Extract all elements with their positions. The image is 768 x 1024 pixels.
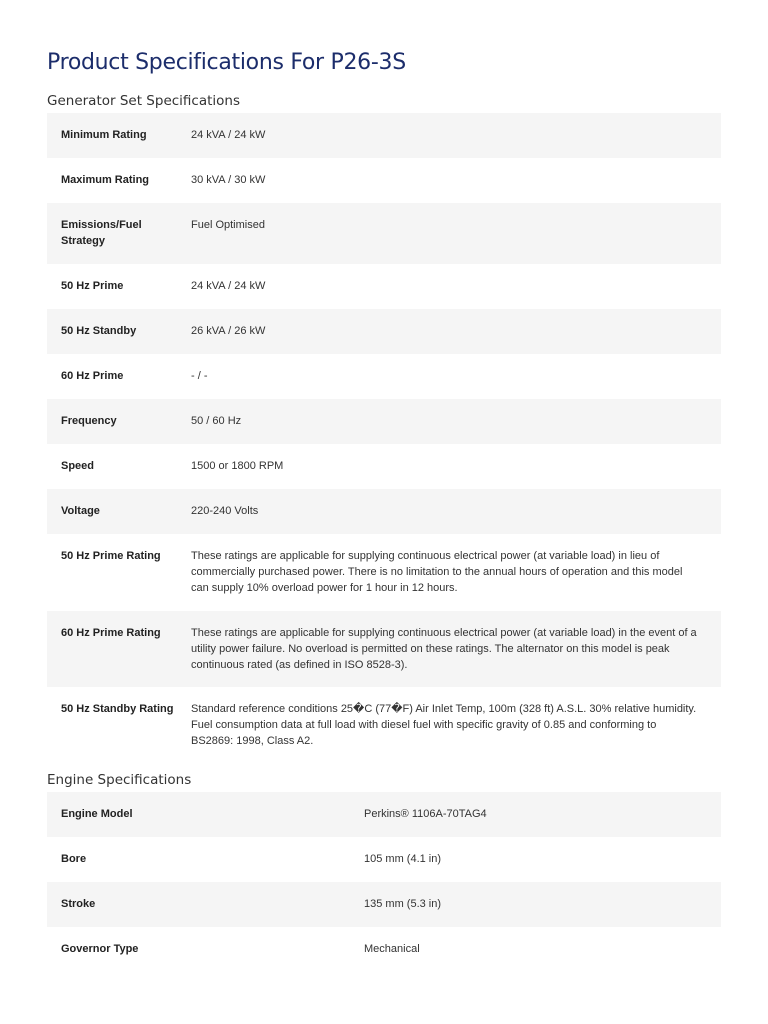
spec-row bbox=[47, 264, 721, 309]
spec-value: 220-240 Volts bbox=[191, 505, 259, 517]
spec-label: 50 Hz Standby bbox=[61, 325, 137, 337]
page-title: Product Specifications For P26-3S bbox=[47, 50, 406, 75]
spec-label: 50 Hz Prime Rating bbox=[61, 550, 161, 562]
spec-label: Engine Model bbox=[61, 808, 133, 820]
spec-row bbox=[47, 203, 721, 264]
spec-value: Mechanical bbox=[364, 943, 420, 955]
spec-label: Maximum Rating bbox=[61, 174, 150, 186]
spec-value: 1500 or 1800 RPM bbox=[191, 460, 284, 472]
spec-row bbox=[47, 158, 721, 203]
spec-value: Fuel Optimised bbox=[191, 219, 265, 231]
spec-row bbox=[47, 837, 721, 882]
spec-label: Governor Type bbox=[61, 943, 139, 955]
spec-value: These ratings are applicable for supplying continuous electrical power (at variable load) in lieu of commercially purchased power. There is no limitation to the annual hours of operation and this model can supply 10% overload power for 1 hour in 12 hours. bbox=[191, 550, 683, 594]
spec-value: 105 mm (4.1 in) bbox=[364, 853, 442, 865]
spec-value: 30 kVA / 30 kW bbox=[191, 174, 266, 186]
engine-section-heading: Engine Specifications bbox=[47, 772, 192, 788]
spec-label: Speed bbox=[61, 460, 95, 472]
spec-row bbox=[47, 444, 721, 489]
spec-row bbox=[47, 882, 721, 927]
spec-value: These ratings are applicable for supplying continuous electrical power (at variable load) in the event of a utility power failure. No overload is permitted on these ratings. The alternator on this model is peak continuous rated (as defined in ISO 8528-3). bbox=[191, 627, 697, 671]
spec-row bbox=[47, 113, 721, 158]
spec-row bbox=[47, 927, 721, 972]
spec-label: Emissions/Fuel Strategy bbox=[61, 219, 142, 247]
spec-value: 135 mm (5.3 in) bbox=[364, 898, 442, 910]
spec-row bbox=[47, 687, 721, 763]
spec-row bbox=[47, 354, 721, 399]
spec-row bbox=[47, 399, 721, 444]
spec-value: Standard reference conditions 25�C (77�F) Air Inlet Temp, 100m (328 ft) A.S.L. 30% relative humidity. Fuel consumption data at full load with diesel fuel with specific gravity of 0.85 and conforming to BS2869: 1998, Class A2. bbox=[191, 703, 697, 747]
spec-value: - / - bbox=[191, 370, 208, 382]
spec-label: 60 Hz Prime bbox=[61, 370, 124, 382]
spec-label: 50 Hz Prime bbox=[61, 280, 124, 292]
generator-section-heading: Generator Set Specifications bbox=[47, 93, 241, 109]
spec-row bbox=[47, 792, 721, 837]
spec-label: Stroke bbox=[61, 898, 96, 910]
generator-spec-table bbox=[47, 113, 721, 763]
spec-value: 26 kVA / 26 kW bbox=[191, 325, 266, 337]
spec-label: 50 Hz Standby Rating bbox=[61, 703, 174, 715]
spec-label: Frequency bbox=[61, 415, 117, 427]
spec-label: Voltage bbox=[61, 505, 100, 517]
spec-row bbox=[47, 534, 721, 611]
spec-label: 60 Hz Prime Rating bbox=[61, 627, 161, 639]
spec-value: Perkins® 1106A-70TAG4 bbox=[364, 808, 487, 820]
engine-spec-table bbox=[47, 792, 721, 972]
spec-label: Minimum Rating bbox=[61, 129, 147, 141]
spec-label: Bore bbox=[61, 853, 87, 865]
spec-row bbox=[47, 611, 721, 687]
spec-row bbox=[47, 309, 721, 354]
spec-value: 50 / 60 Hz bbox=[191, 415, 242, 427]
spec-value: 24 kVA / 24 kW bbox=[191, 129, 266, 141]
spec-row bbox=[47, 489, 721, 534]
spec-value: 24 kVA / 24 kW bbox=[191, 280, 266, 292]
